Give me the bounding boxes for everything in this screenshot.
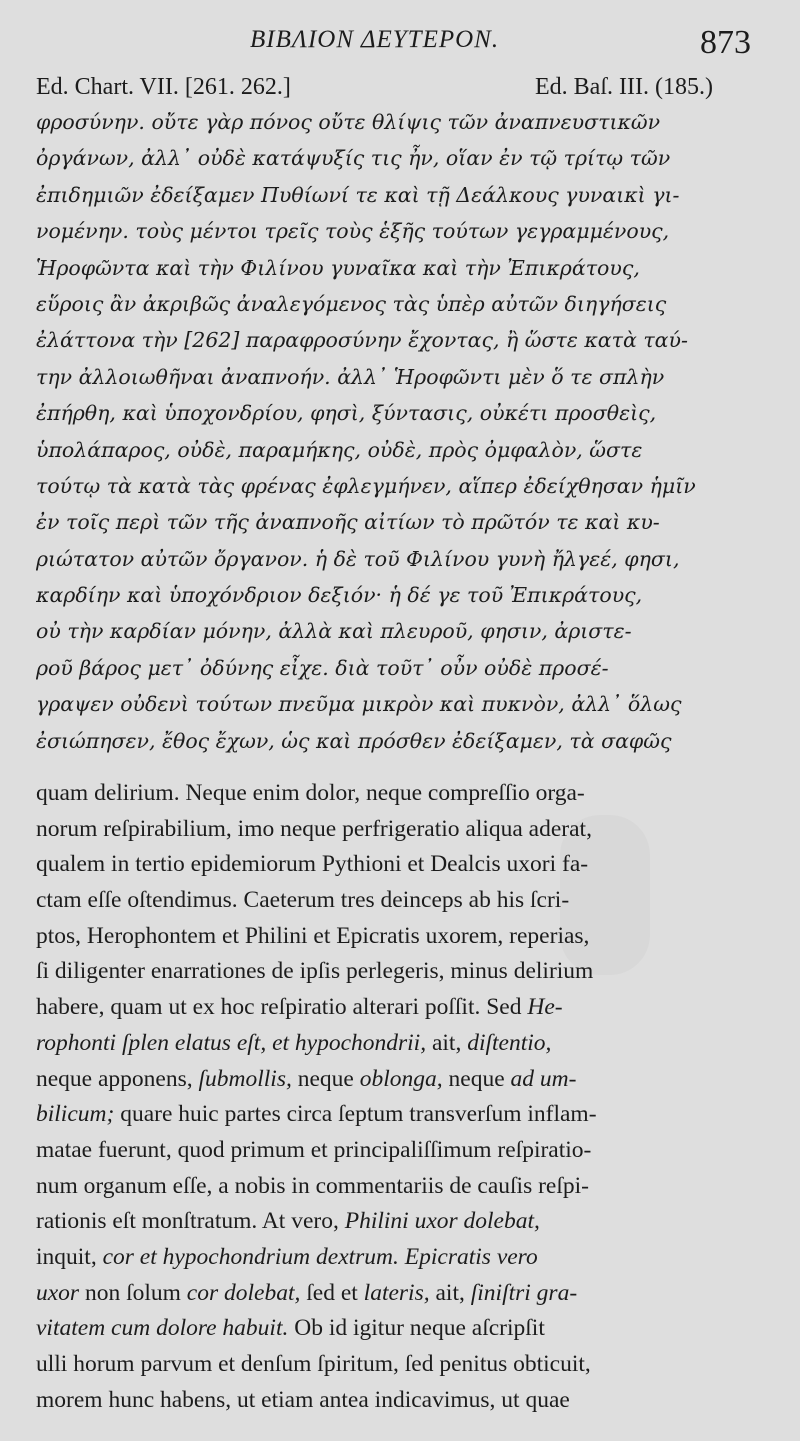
italic-segment: ſubmollis, — [198, 1065, 292, 1092]
latin-text-line — [36, 1240, 768, 1276]
text-segment: ait, — [426, 1029, 468, 1056]
latin-text-line — [36, 1133, 768, 1169]
text-segment: habere, quam ut ex hoc reſpiratio alterari poſſit. Sed — [36, 994, 528, 1021]
greek-text-line: φροσύνην. οὔτε γὰρ πόνος οὔτε θλίψις τῶν ἀναπνευστικῶν — [36, 110, 661, 134]
greek-text-line: ροῦ βάρος μετ᾽ ὀδύνης εἶχε. διὰ τοῦτ᾽ οὖν οὐδὲ προσέ- — [36, 655, 609, 680]
greek-text-line: την ἀλλοιωθῆναι ἀναπνοήν. ἀλλ᾽ Ἡροφῶντι μὲν ὅ τε σπλὴν — [36, 364, 665, 389]
latin-text-block — [36, 776, 768, 1418]
text-segment: qualem in tertio epidemiorum Pythioni et Dealcis uxori fa- — [36, 851, 589, 878]
text-segment: rationis eſt monſtratum. At vero, — [36, 1208, 345, 1235]
text-segment: non ſolum — [79, 1279, 187, 1306]
italic-segment: cor dolebat, — [186, 1279, 301, 1306]
text-segment: Ob id igitur neque aſcripſit — [288, 1315, 545, 1342]
italic-segment: diſtentio, — [467, 1029, 552, 1056]
latin-text-line — [36, 812, 768, 848]
latin-text-line — [36, 919, 768, 955]
text-segment: inquit, — [36, 1243, 103, 1270]
italic-segment: He- — [527, 994, 563, 1021]
latin-text-line — [36, 1383, 768, 1419]
text-segment: quam delirium. Neque enim dolor, neque compreſſio orga- — [36, 780, 585, 806]
greek-text-line: τούτῳ τὰ κατὰ τὰς φρένας ἐφλεγμήνεν, αἵπερ ἐδείχθησαν ἡμῖν — [36, 473, 696, 498]
greek-text-line: καρδίην καὶ ὑποχόνδριον δεξιόν· ἡ δέ γε τοῦ Ἐπικράτους, — [36, 583, 643, 608]
greek-text-line: Ἡροφῶντα καὶ τὴν Φιλίνου γυναῖκα καὶ τὴν Ἐπικράτους, — [36, 255, 640, 280]
greek-text-line: ἐν τοῖς περὶ τῶν τῆς ἀναπνοῆς αἰτίων τὸ πρῶτόν τε καὶ κυ- — [36, 510, 660, 535]
greek-text-block — [36, 104, 768, 759]
text-segment: neque apponens, — [36, 1065, 199, 1092]
text-segment: norum reſpirabilium, imo neque perfrigeratio aliqua aderat, — [36, 815, 592, 842]
greek-text-line: ὀργάνων, ἀλλ᾽ οὐδὲ κατάψυξίς τις ἦν, οἵαν ἐν τῷ τρίτῳ τῶν — [36, 146, 671, 171]
italic-segment: Philini uxor dolebat, — [344, 1208, 540, 1235]
italic-segment: ſiniſtri gra- — [470, 1279, 578, 1306]
latin-text-line — [36, 1347, 768, 1383]
greek-text-line: γραψεν οὐδενὶ τούτων πνεῦμα μικρὸν καὶ πυκνὸν, ἀλλ᾽ ὅλως — [36, 692, 682, 717]
latin-text-line — [36, 1276, 768, 1312]
text-segment: ptos, Herophontem et Philini et Epicratis uxorem, reperias, — [36, 922, 590, 949]
page-number: 873 — [700, 24, 751, 61]
latin-text-line — [36, 883, 768, 919]
text-segment: neque — [442, 1065, 511, 1092]
greek-text-line: νομένην. τοὺς μέντοι τρεῖς τοὺς ἑξῆς τούτων γεγραμμένους, — [36, 219, 670, 244]
text-segment: morem hunc habens, ut etiam antea indicavimus, ut quae — [36, 1386, 570, 1413]
text-segment: ctam eſſe oſtendimus. Caeterum tres deinceps ab his ſcri- — [36, 887, 570, 914]
greek-text-line: ριώτατον αὐτῶν ὄργανον. ἡ δὲ τοῦ Φιλίνου γυνὴ ἤλγεέ, φησι, — [36, 546, 680, 571]
greek-text-line: ἐπήρθη, καὶ ὑποχονδρίου, φησὶ, ξύντασις, οὐκέτι προσθεὶς, — [36, 401, 657, 426]
latin-text-line — [36, 1097, 768, 1133]
text-segment: ait, — [429, 1279, 471, 1306]
greek-text-line: οὐ τὴν καρδίαν μόνην, ἀλλὰ καὶ πλευροῦ, φησιν, ἀριστε- — [36, 619, 632, 644]
greek-text-line: ἐλάττονα τὴν [262] παραφροσύνην ἔχοντας, ἢ ὥστε κατὰ ταύ- — [36, 328, 688, 353]
greek-text-line: εὕροις ἂν ἀκριβῶς ἀναλεγόμενος τὰς ὑπὲρ αὐτῶν διηγήσεις — [36, 291, 667, 316]
text-segment: neque — [291, 1065, 360, 1092]
latin-text-line — [36, 1062, 768, 1098]
greek-text-line: ὑπολάπαρος, οὐδὲ, παραμήκης, οὐδὲ, πρὸς ὀμφαλὸν, ὥστε — [36, 437, 643, 462]
italic-segment: cor et hypochondrium dextrum. — [102, 1243, 399, 1270]
italic-segment: bilicum; — [36, 1101, 115, 1128]
text-segment: quare huic partes circa ſeptum transverſum inflam- — [114, 1101, 597, 1128]
italic-segment: uxor — [36, 1279, 80, 1306]
text-segment: ſed et — [300, 1279, 364, 1306]
latin-text-line — [36, 1311, 768, 1347]
greek-text-line: ἐπιδημιῶν ἐδείξαμεν Πυθίωνί τε καὶ τῇ Δεάλκους γυναικὶ γι- — [36, 182, 680, 207]
italic-segment: oblonga, — [359, 1065, 443, 1092]
text-segment: num organum eſſe, a nobis in commentariis de cauſis reſpi- — [36, 1172, 589, 1199]
italic-segment: vitatem cum dolore habuit. — [36, 1315, 289, 1342]
italic-segment: lateris, — [363, 1279, 430, 1306]
italic-segment: Epicratis vero — [404, 1243, 538, 1270]
italic-segment: rophonti ſplen elatus eſt, et hypochondrii, — [36, 1029, 427, 1056]
italic-segment: ad um- — [510, 1065, 577, 1092]
text-segment: ulli horum parvum et denſum ſpiritum, ſed penitus obticuit, — [36, 1351, 591, 1377]
edition-reference-right: Ed. Baſ. III. (185.) — [535, 74, 713, 100]
greek-text-line: ἐσιώπησεν, ἔθος ἔχων, ὡς καὶ πρόσθεν ἐδείξαμεν, τὰ σαφῶς — [36, 728, 672, 753]
text-segment: matae fuerunt, quod primum et principaliſſimum reſpiratio- — [36, 1136, 592, 1163]
running-title: BIBΛΙΟΝ ΔΕΥΤΕΡΟΝ. — [250, 26, 500, 53]
latin-text-line — [36, 1204, 768, 1240]
latin-text-line — [36, 1169, 768, 1205]
latin-text-line — [36, 847, 768, 883]
text-segment: ſi diligenter enarrationes de ipſis perlegeris, minus delirium — [36, 958, 594, 985]
latin-text-line — [36, 990, 768, 1026]
latin-text-line — [36, 776, 768, 812]
latin-text-line — [36, 954, 768, 990]
latin-text-line — [36, 1026, 768, 1062]
edition-reference-left: Ed. Chart. VII. [261. 262.] — [36, 74, 291, 100]
